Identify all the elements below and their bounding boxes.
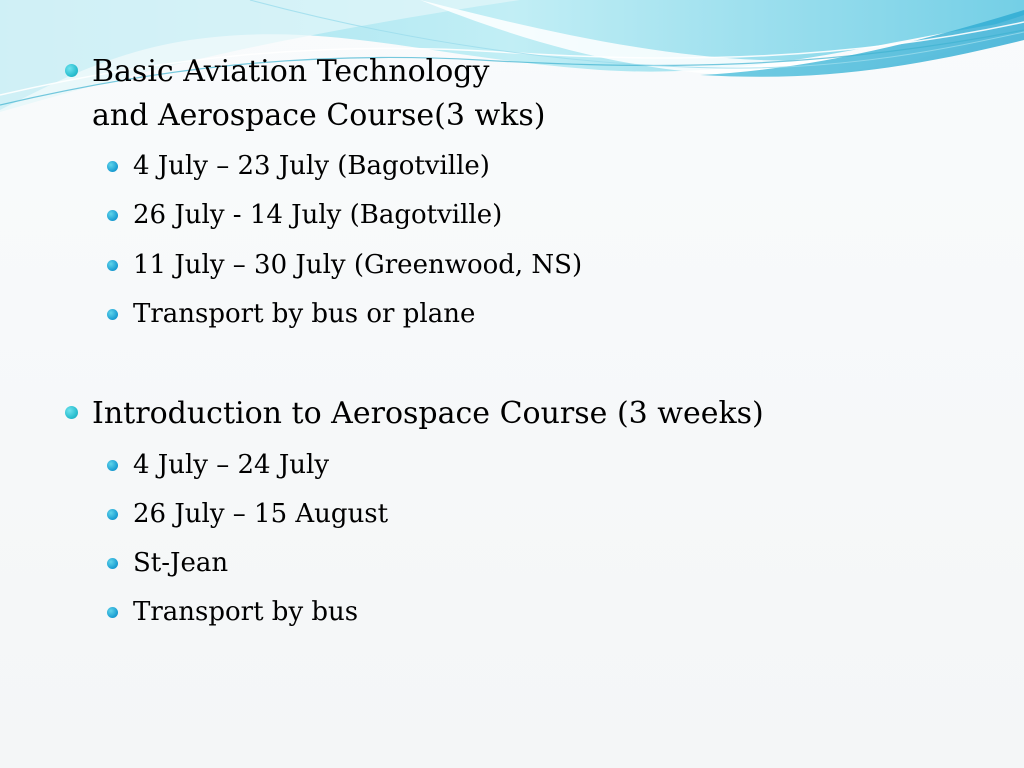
- list-item: 11 July – 30 July (Greenwood, NS): [133, 250, 583, 280]
- bullet-dot-icon: [107, 509, 118, 520]
- bullet-dot-icon: [107, 460, 118, 471]
- list-item: 26 July – 15 August: [133, 499, 389, 529]
- bullet-dot-icon: [107, 161, 118, 172]
- bullet-dot-icon: [107, 558, 118, 569]
- list-item: 4 July – 23 July (Bagotville): [133, 151, 490, 181]
- list-item: Transport by bus or plane: [133, 299, 476, 329]
- bullet-dot-icon: [65, 406, 78, 419]
- section-heading-line1: Basic Aviation Technology: [92, 54, 490, 89]
- section-heading-line1: Introduction to Aerospace Course (3 weeks): [92, 396, 764, 431]
- bullet-dot-icon: [107, 607, 118, 618]
- bullet-dot-icon: [107, 260, 118, 271]
- section-heading-line2: and Aerospace Course(3 wks): [92, 98, 546, 133]
- list-item: Transport by bus: [133, 597, 359, 627]
- list-item: St-Jean: [133, 548, 229, 578]
- list-item: 26 July - 14 July (Bagotville): [133, 200, 503, 230]
- list-item: 4 July – 24 July: [133, 450, 330, 480]
- bullet-dot-icon: [107, 309, 118, 320]
- bullet-dot-icon: [65, 64, 78, 77]
- bullet-dot-icon: [107, 210, 118, 221]
